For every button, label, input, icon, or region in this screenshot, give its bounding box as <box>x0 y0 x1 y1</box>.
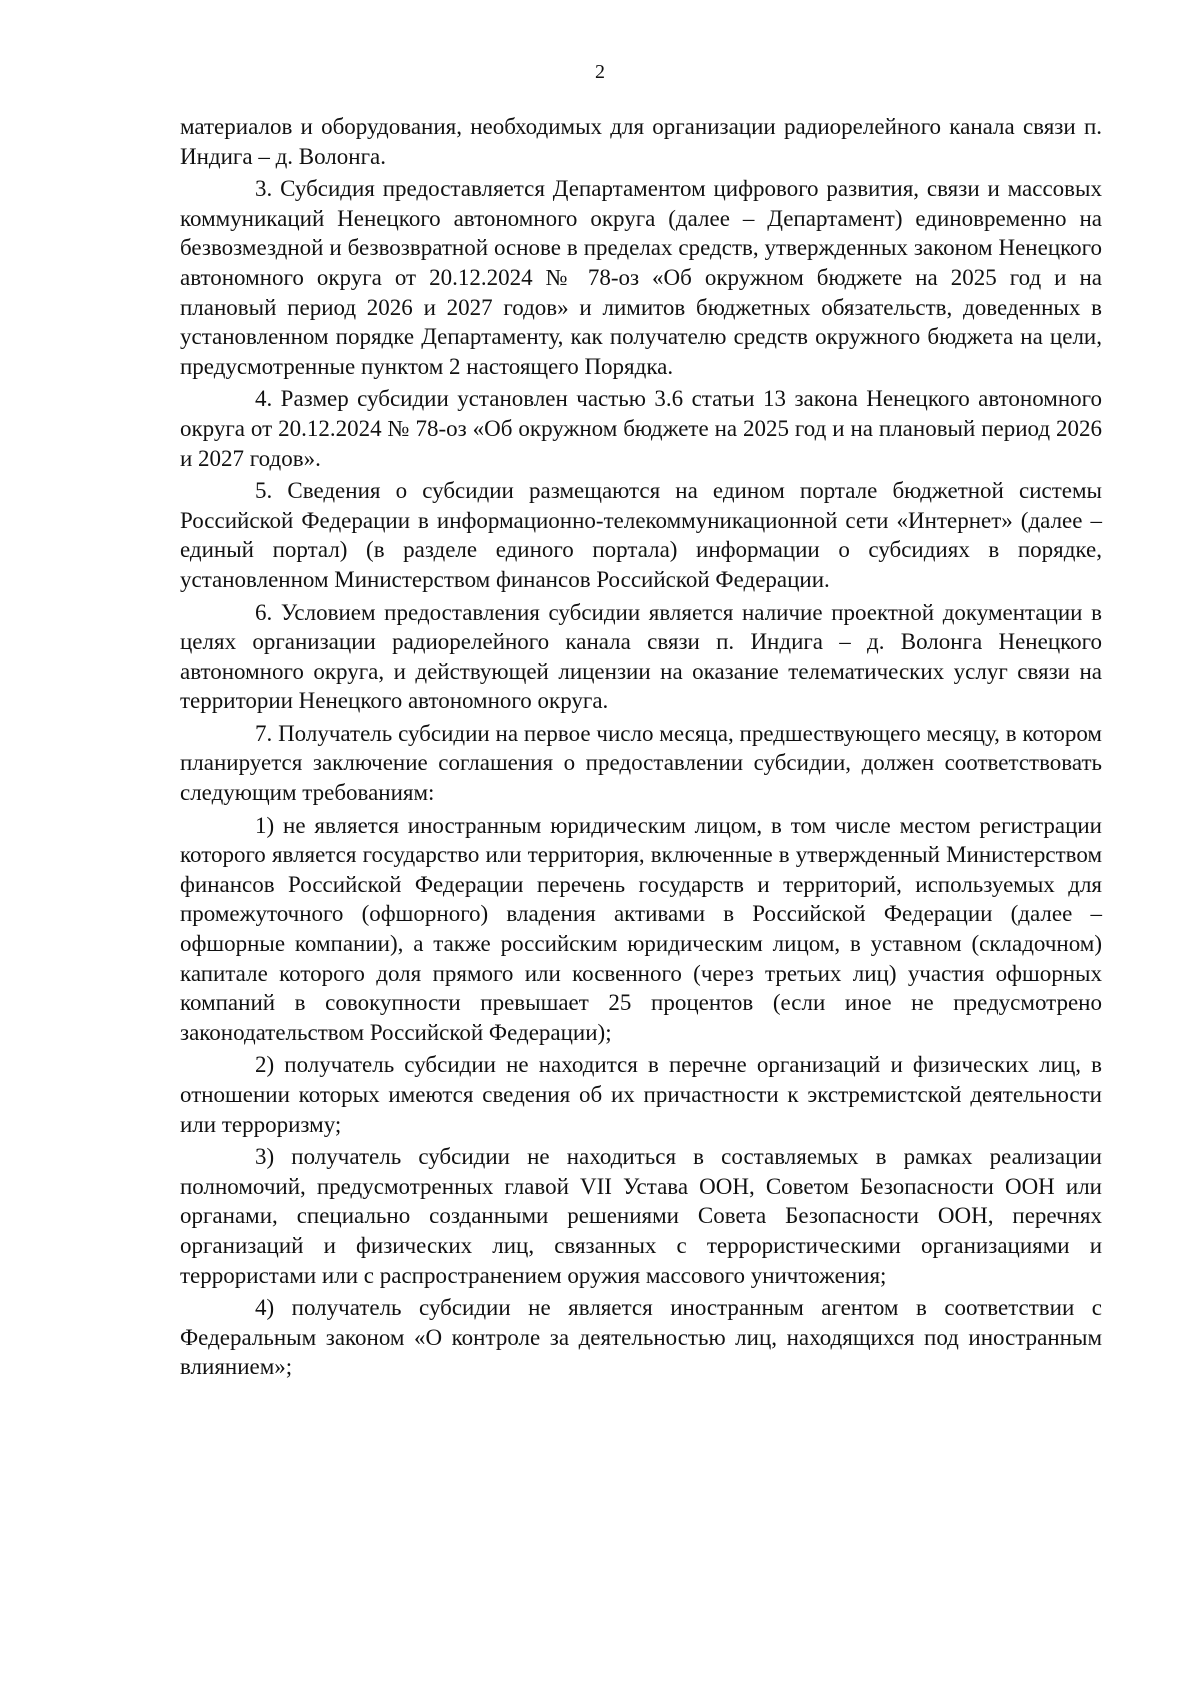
paragraph-item-4: 4. Размер субсидии установлен частью 3.6 статьи 13 закона Ненецкого автономного округа от 20.12.2024 № 78-оз «Об окружном бюджете на 2025 год и на плановый период 2026 и 2027 годов». <box>180 386 1102 471</box>
subitem-3: 3) получатель субсидии не находиться в составляемых в рамках реализации полномочий, предусмотренных главой VII Устава ООН, Советом Безопасности ООН или органами, специально созданными решениями Совета Безопасности ООН, перечнях организаций и физических лиц, связанных с террористическими организациями и террористами или с распространением оружия массового уничтожения; <box>180 1144 1102 1288</box>
paragraph-continuation: материалов и оборудования, необходимых для организации радиорелейного канала связи п. Индига – д. Волонга. <box>180 114 1102 169</box>
document-body <box>180 112 1102 1385</box>
paragraph-item-6: 6. Условием предоставления субсидии является наличие проектной документации в целях организации радиорелейного канала связи п. Индига – д. Волонга Ненецкого автономного округа, и действующей лицензии на оказание телематических услуг связи на территории Ненецкого автономного округа. <box>180 599 1102 714</box>
paragraph-item-5: 5. Сведения о субсидии размещаются на едином портале бюджетной системы Российской Федерации в информационно-телекоммуникационной сети «Интернет» (далее – единый портал) (в разделе единого портала) информации о субсидиях в порядке, установленном Министерством финансов Российской Федерации. <box>180 478 1102 592</box>
subitem-4: 4) получатель субсидии не является иностранным агентом в соответствии с Федеральным законом «О контроле за деятельностью лиц, находящихся под иностранным влиянием»; <box>180 1295 1102 1380</box>
subitem-1: 1) не является иностранным юридическим лицом, в том числе местом регистрации которого является государство или территория, включенные в утвержденный Министерством финансов Российской Федерации перечень государств и территорий, используемых для промежуточного (офшорного) владения активами в Российской Федерации (далее – офшорные компании), а также российским юридическим лицом, в уставном (складочном) капитале которого доля прямого или косвенного (через третьих лиц) участия офшорных компаний в совокупности превышает 25 процентов (если иное не предусмотрено законодательством Российской Федерации); <box>180 812 1102 1045</box>
page-number: 2 <box>595 61 605 83</box>
subitem-2: 2) получатель субсидии не находится в перечне организаций и физических лиц, в отношении которых имеются сведения об их причастности к экстремистской деятельности или терроризму; <box>180 1052 1102 1137</box>
paragraph-item-7: 7. Получатель субсидии на первое число месяца, предшествующего месяцу, в котором планируется заключение соглашения о предоставлении субсидии, должен соответствовать следующим требованиям: <box>180 720 1102 806</box>
paragraph-item-3: 3. Субсидия предоставляется Департаментом цифрового развития, связи и массовых коммуникаций Ненецкого автономного округа (далее – Департамент) единовременно на безвозмездной и безвозвратной основе в пределах средств, утвержденных законом Ненецкого автономного округа от 20.12.2024 № 78-оз «Об окружном бюджете на 2025 год и на плановый период 2026 и 2027 годов» и лимитов бюджетных обязательств, доведенных в установленном порядке Департаменту, как получателю средств окружного бюджета на цели, предусмотренные пунктом 2 настоящего Порядка. <box>180 176 1102 379</box>
